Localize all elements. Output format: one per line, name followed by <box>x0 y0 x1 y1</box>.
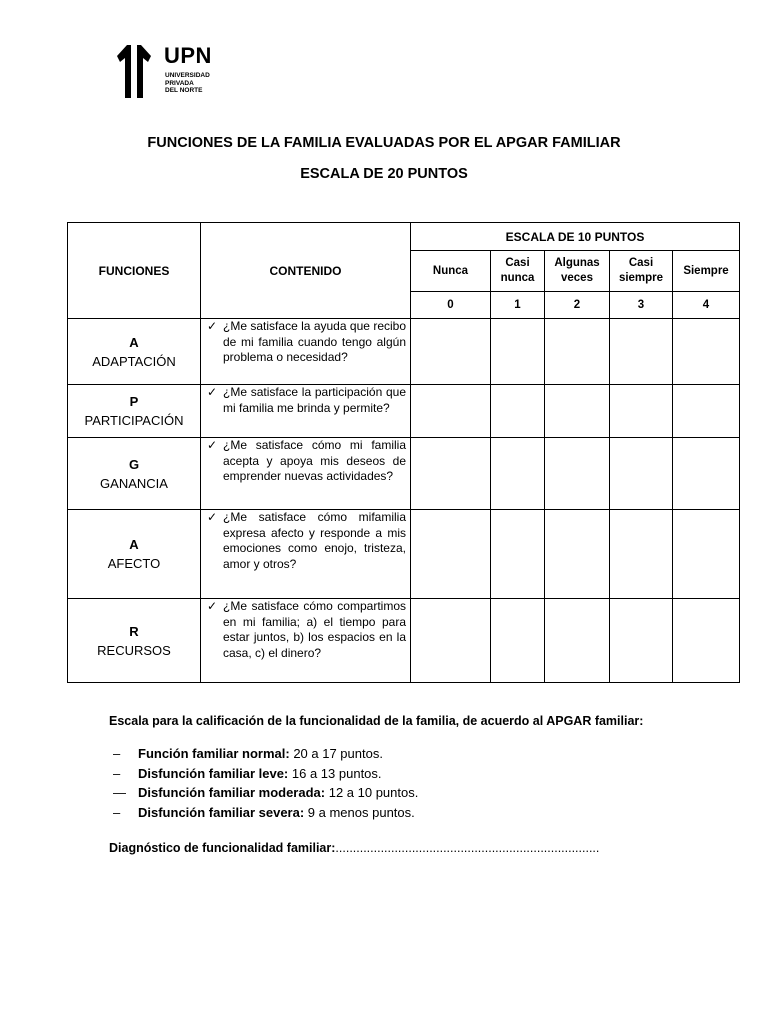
answer-cell-siempre[interactable] <box>673 510 740 599</box>
list-item <box>113 783 418 803</box>
list-item <box>113 764 418 784</box>
diagnosis-label: Diagnóstico de funcionalidad familiar: <box>109 841 336 855</box>
question-cell <box>201 438 411 510</box>
answer-cell-casi-nunca[interactable] <box>491 438 545 510</box>
answer-cell-casi-siempre[interactable] <box>610 319 673 385</box>
table-row <box>68 438 740 510</box>
page-title: FUNCIONES DE LA FAMILIA EVALUADAS POR EL APGAR FAMILIAR <box>147 135 621 151</box>
scale-item-label: Disfunción familiar leve: <box>138 765 289 781</box>
function-cell <box>68 385 201 438</box>
function-letter: G <box>128 456 140 472</box>
function-name: GANANCIA <box>100 475 168 491</box>
diagnosis-fill-line[interactable]: ............................................................................ <box>335 841 600 855</box>
checkmark-icon: ✓ <box>207 510 218 524</box>
question-cell <box>201 319 411 385</box>
option-casi-nunca: Casi nunca <box>491 251 545 292</box>
function-name: ADAPTACIÓN <box>92 353 176 369</box>
question-text: ¿Me satisface cómo mifamilia expresa afecto y responde a mis emociones como enojo, tristeza, amor y otros? <box>223 510 406 571</box>
dash-bullet-icon: – <box>113 804 121 820</box>
dash-bullet-icon: — <box>113 785 126 800</box>
answer-cell-algunas-veces[interactable] <box>545 599 610 683</box>
question-text: ¿Me satisface la participación que mi familia me brinda y permite? <box>223 385 406 415</box>
answer-cell-algunas-veces[interactable] <box>545 510 610 599</box>
answer-cell-algunas-veces[interactable] <box>545 438 610 510</box>
function-letter: R <box>129 623 139 639</box>
answer-cell-nunca[interactable] <box>411 599 491 683</box>
value-0: 0 <box>411 292 491 319</box>
header-contenido: CONTENIDO <box>201 223 411 319</box>
logo-subtitle: UNIVERSIDAD PRIVADA DEL NORTE <box>165 72 210 94</box>
value-2: 2 <box>545 292 610 319</box>
option-casi-siempre: Casi siempre <box>610 251 673 292</box>
function-cell <box>68 319 201 385</box>
scale-item-label: Función familiar normal: <box>138 746 290 761</box>
function-name: AFECTO <box>107 556 161 571</box>
answer-cell-casi-nunca[interactable] <box>491 510 545 599</box>
function-cell <box>68 438 201 510</box>
question-text: ¿Me satisface la ayuda que recibo de mi familia cuando tengo algún problema o necesidad? <box>223 319 406 364</box>
answer-cell-casi-nunca[interactable] <box>491 319 545 385</box>
list-item <box>113 744 418 764</box>
question-cell <box>201 510 411 599</box>
answer-cell-siempre[interactable] <box>673 385 740 438</box>
question-text: ¿Me satisface cómo mi familia acepta y apoya mis deseos de emprender nuevas actividades? <box>223 438 406 483</box>
answer-cell-casi-nunca[interactable] <box>491 599 545 683</box>
header-funciones: FUNCIONES <box>68 223 201 319</box>
option-algunas-veces: Algunas veces <box>545 251 610 292</box>
scale-title: Escala para la calificación de la funcionalidad de la familia, de acuerdo al APGAR familiar: <box>109 714 644 728</box>
list-item <box>113 803 418 823</box>
answer-cell-casi-siempre[interactable] <box>610 510 673 599</box>
answer-cell-siempre[interactable] <box>673 319 740 385</box>
function-letter: A <box>129 537 139 552</box>
scale-item-value: 12 a 10 puntos. <box>328 785 419 800</box>
answer-cell-casi-siempre[interactable] <box>610 385 673 438</box>
function-cell <box>68 510 201 599</box>
table-row <box>68 319 740 385</box>
logo-wordmark: UPN <box>164 43 212 68</box>
answer-cell-siempre[interactable] <box>673 599 740 683</box>
answer-cell-siempre[interactable] <box>673 438 740 510</box>
scale-item-value: 16 a 13 puntos. <box>291 765 382 781</box>
scale-item-label: Disfunción familiar moderada: <box>138 785 326 800</box>
value-4: 4 <box>673 292 740 319</box>
question-cell <box>201 385 411 438</box>
header-scale: ESCALA DE 10 PUNTOS <box>411 223 740 251</box>
value-1: 1 <box>491 292 545 319</box>
option-nunca: Nunca <box>411 251 491 292</box>
table-row <box>68 385 740 438</box>
checkmark-icon: ✓ <box>207 319 218 333</box>
answer-cell-casi-nunca[interactable] <box>491 385 545 438</box>
answer-cell-nunca[interactable] <box>411 510 491 599</box>
function-letter: P <box>129 394 139 409</box>
answer-cell-nunca[interactable] <box>411 438 491 510</box>
dash-bullet-icon: – <box>113 765 121 781</box>
function-letter: A <box>129 334 139 350</box>
question-text: ¿Me satisface cómo compartimos en mi familia; a) el tiempo para estar juntos, b) los espacios en la casa, c) el dinero? <box>223 599 406 660</box>
option-siempre: Siempre <box>673 251 740 292</box>
answer-cell-algunas-veces[interactable] <box>545 385 610 438</box>
scale-item-value: 9 a menos puntos. <box>307 804 415 820</box>
answer-cell-casi-siempre[interactable] <box>610 599 673 683</box>
answer-cell-casi-siempre[interactable] <box>610 438 673 510</box>
table-row <box>68 510 740 599</box>
dash-bullet-icon: – <box>113 746 121 761</box>
scale-item-value: 20 a 17 puntos. <box>293 746 383 761</box>
answer-cell-nunca[interactable] <box>411 385 491 438</box>
scale-list <box>113 744 418 822</box>
upn-torch-icon <box>115 44 161 100</box>
table-row <box>68 599 740 683</box>
checkmark-icon: ✓ <box>207 438 218 452</box>
answer-cell-nunca[interactable] <box>411 319 491 385</box>
value-3: 3 <box>610 292 673 319</box>
question-cell <box>201 599 411 683</box>
checkmark-icon: ✓ <box>207 599 218 613</box>
page-subtitle: ESCALA DE 20 PUNTOS <box>300 166 468 182</box>
diagnosis-line <box>109 841 599 855</box>
answer-cell-algunas-veces[interactable] <box>545 319 610 385</box>
upn-logo <box>115 44 215 100</box>
function-name: RECURSOS <box>97 642 171 658</box>
function-name: PARTICIPACIÓN <box>84 413 184 428</box>
scale-item-label: Disfunción familiar severa: <box>138 804 305 820</box>
checkmark-icon: ✓ <box>207 385 218 399</box>
apgar-table <box>67 222 740 683</box>
function-cell <box>68 599 201 683</box>
